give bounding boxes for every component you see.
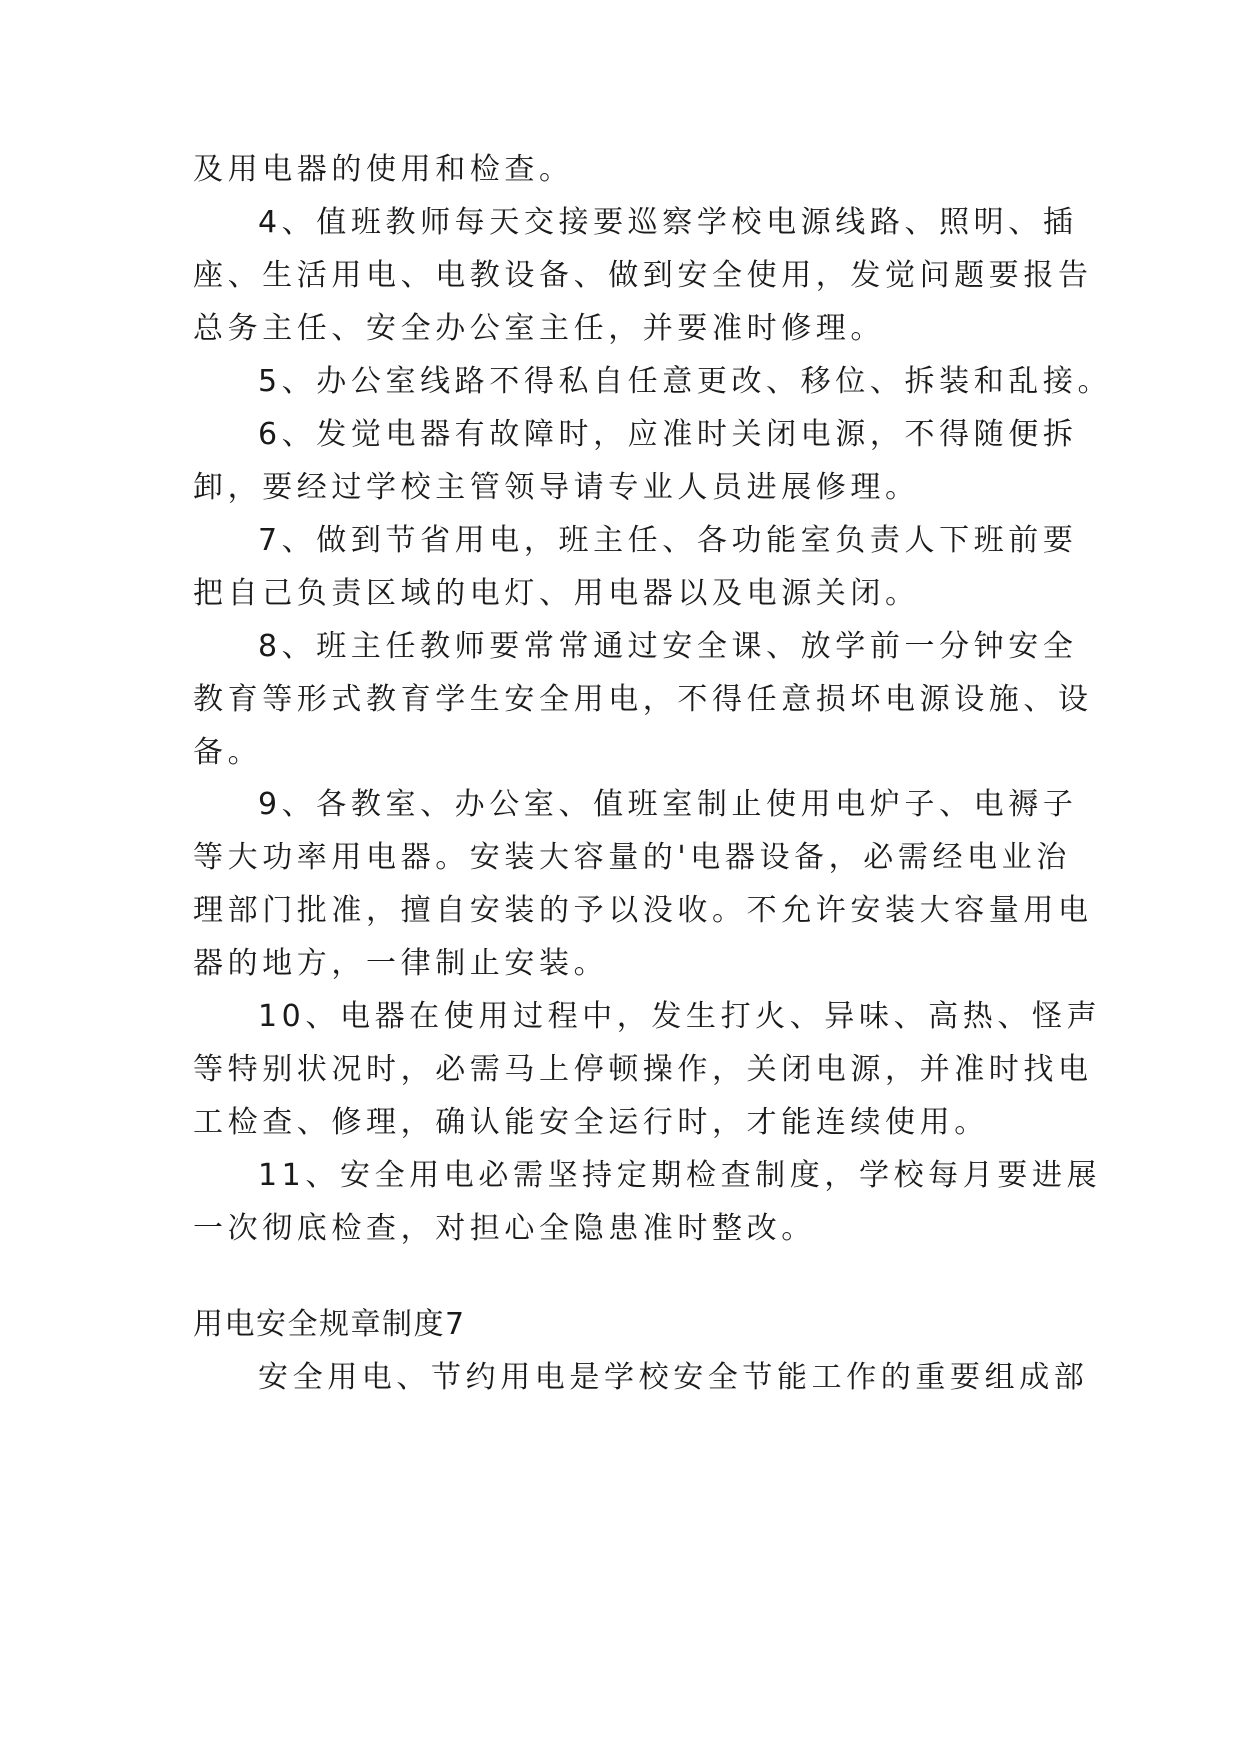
text-line-7: 卸，要经过学校主管领导请专业人员进展修理。 <box>193 470 920 505</box>
text-line-5: 5、办公室线路不得私自任意更改、移位、拆装和乱接。 <box>258 364 1113 399</box>
text-line-15: 理部门批准，擅自安装的予以没收。不允许安装大容量用电 <box>193 893 1093 928</box>
text-line-17: 10、电器在使用过程中，发生打火、异味、高热、怪声 <box>258 999 1102 1034</box>
text-line-20: 11、安全用电必需坚持定期检查制度，学校每月要进展 <box>258 1158 1102 1193</box>
section-heading: 用电安全规章制度7 <box>193 1307 466 1342</box>
text-line-2: 4、值班教师每天交接要巡察学校电源线路、照明、插 <box>258 205 1078 240</box>
text-line-9: 把自己负责区域的电灯、用电器以及电源关闭。 <box>193 576 920 611</box>
text-line-10: 8、班主任教师要常常通过安全课、放学前一分钟安全 <box>258 629 1078 664</box>
text-line-16: 器的地方，一律制止安装。 <box>193 946 609 981</box>
text-line-3: 座、生活用电、电教设备、做到安全使用，发觉问题要报告 <box>193 258 1093 293</box>
text-line-21: 一次彻底检查，对担心全隐患准时整改。 <box>193 1211 816 1246</box>
text-line-6: 6、发觉电器有故障时，应准时关闭电源，不得随便拆 <box>258 417 1078 452</box>
text-line-13: 9、各教室、办公室、值班室制止使用电炉子、电褥子 <box>258 787 1078 822</box>
text-line-1: 及用电器的使用和检查。 <box>193 152 574 187</box>
text-line-19: 工检查、修理，确认能安全运行时，才能连续使用。 <box>193 1105 989 1140</box>
text-line-8: 7、做到节省用电，班主任、各功能室负责人下班前要 <box>258 523 1078 558</box>
text-line-4: 总务主任、安全办公室主任，并要准时修理。 <box>193 311 885 346</box>
text-line-14: 等大功率用电器。安装大容量的'电器设备，必需经电业治 <box>193 840 1071 875</box>
text-line-18: 等特别状况时，必需马上停顿操作，关闭电源，并准时找电 <box>193 1052 1093 1087</box>
text-line-11: 教育等形式教育学生安全用电，不得任意损坏电源设施、设 <box>193 682 1093 717</box>
text-line-12: 备。 <box>193 735 263 770</box>
text-line-23: 安全用电、节约用电是学校安全节能工作的重要组成部 <box>258 1360 1089 1395</box>
